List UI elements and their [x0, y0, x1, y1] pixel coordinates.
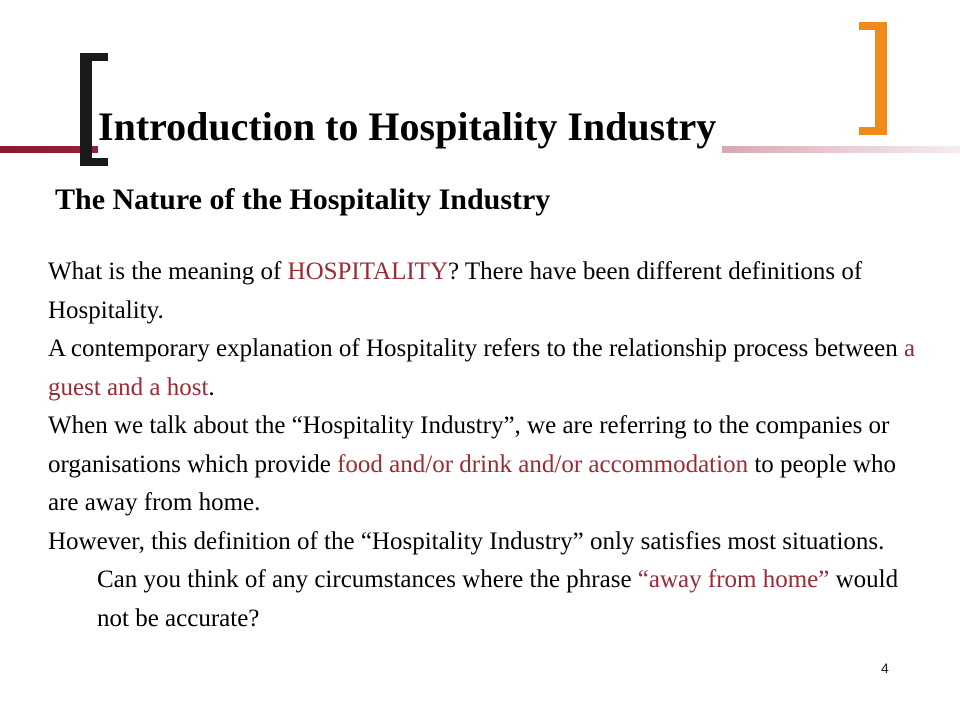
page-number: 4: [881, 660, 889, 676]
highlight-guest-host: a guest and a host: [48, 335, 916, 401]
slide-title: Introduction to Hospitality Industry: [98, 101, 722, 153]
highlight-food-drink-accommodation: food and/or drink and/or accommodation: [337, 450, 749, 478]
paragraph-however: However, this definition of the “Hospitality Industry” only satisfies most situations.: [48, 527, 885, 555]
right-bracket-decoration: [859, 22, 887, 135]
slide-subtitle: The Nature of the Hospitality Industry: [55, 183, 551, 216]
paragraph-industry-definition: When we talk about the “Hospitality Industry”, we are referring to the companies or organisations which provide food and/or drink and/or accommodation to people who are away from home.: [48, 412, 896, 516]
highlight-hospitality: HOSPITALITY: [287, 258, 449, 285]
slide-body: [48, 253, 928, 638]
highlight-away-from-home: “away from home”: [637, 566, 830, 593]
paragraph-question: Can you think of any circumstances where the phrase “away from home” would not be accurate?: [97, 566, 899, 632]
paragraph-contemporary-explanation: A contemporary explanation of Hospitality refers to the relationship process between a guest and a host.: [48, 335, 916, 401]
paragraph-meaning: What is the meaning of HOSPITALITY? There have been different definitions of Hospitality.: [48, 258, 863, 324]
